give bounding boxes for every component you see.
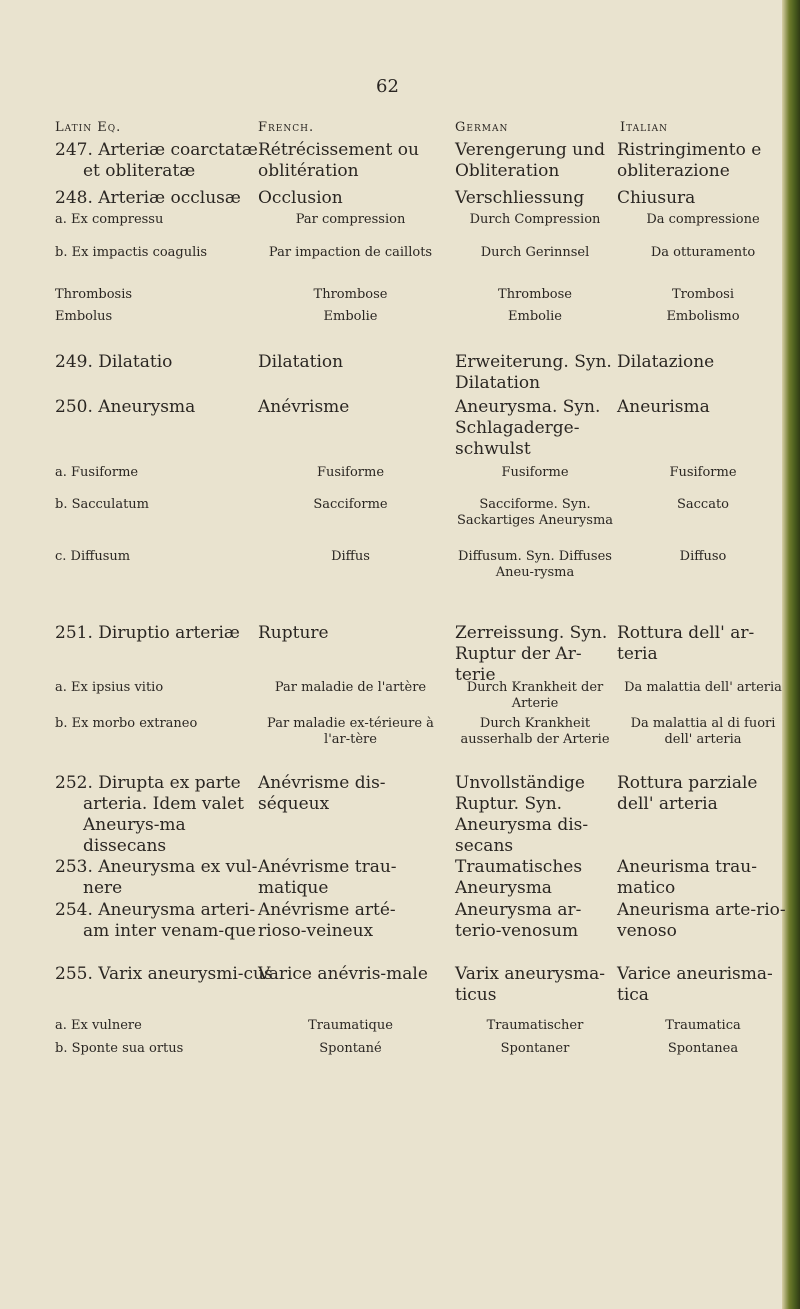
french-term: Embolie [323,309,378,324]
french-term: Anévrisme arté-rioso-veineux [258,900,396,941]
italian-term: Diffuso [679,549,727,564]
italian-term: Da malattia dell' arteria [624,680,782,695]
german-term: Fusiforme [501,465,569,480]
latin-term: 254. Aneurysma arteri-am inter venam-que [55,900,256,941]
french-term: Anévrisme trau-matique [258,857,397,898]
french-term: Spontané [319,1041,382,1056]
italian-term: Trombosi [671,287,735,302]
italian-term: Traumatica [665,1018,741,1033]
italian-term: Fusiforme [669,465,737,480]
latin-term: Thrombosis [55,287,133,302]
latin-term: a. Ex ipsius vitio [55,680,164,695]
french-term: Par maladie ex-térieure à l'ar-tère [267,716,434,747]
italian-term: Rottura parziale dell' arteria [617,773,758,814]
italian-term: Saccato [676,497,730,512]
german-term: Durch Gerinnsel [480,245,590,260]
german-term: Verengerung und Obliteration [455,140,605,181]
italian-term: Aneurisma arte-rio-venoso [617,900,786,941]
italian-term: Ristringimento e obliterazione [617,140,762,181]
german-term: Sacciforme. Syn. Sackartiges Aneurysma [456,497,614,528]
latin-term: a. Fusiforme [55,465,139,480]
header-german: German [455,120,509,135]
french-term: Par compression [295,212,406,227]
german-term: Aneurysma. Syn. Schlagaderge-schwulst [455,397,601,459]
german-term: Verschliessung [455,188,585,208]
italian-term: Varice aneurisma-tica [617,964,773,1005]
italian-term: Chiusura [617,188,696,208]
latin-term: 251. Diruptio arteriæ [55,623,240,643]
french-term: Par maladie de l'artère [274,680,427,695]
german-term: Thrombose [498,287,572,302]
italian-term: Aneurisma [617,397,710,417]
italian-term: Da malattia al di fuori dell' arteria [630,716,776,747]
german-term: Erweiterung. Syn. Dilatation [455,352,612,393]
french-term: Rupture [258,623,329,643]
italian-term: Da compressione [646,212,760,227]
italian-term: Embolismo [666,309,740,324]
german-term: Aneurysma ar-terio-venosum [455,900,582,941]
french-term: Varice anévris-male [258,964,428,984]
page-number: 62 [376,76,399,97]
latin-term: 247. Arteriæ coarctatæ et obliteratæ [55,140,258,181]
french-term: Thrombose [313,287,388,302]
latin-term: Embolus [55,309,113,324]
latin-term: 252. Dirupta ex parte arteria. Idem valet Aneurys-ma dissecans [55,773,244,856]
italian-term: Da otturamento [650,245,756,260]
latin-term: b. Ex impactis coagulis [55,245,208,260]
french-term: Occlusion [258,188,343,208]
header-french: French. [258,120,315,135]
french-term: Traumatique [308,1018,393,1033]
french-term: Anévrisme [258,397,350,417]
latin-term: b. Sacculatum [55,497,150,512]
german-term: Durch Compression [469,212,601,227]
german-term: Varix aneurysma-ticus [455,964,605,1005]
latin-term: 249. Dilatatio [55,352,173,372]
italian-term: Spontanea [667,1041,739,1056]
french-term: Sacciforme [313,497,388,512]
latin-term: b. Ex morbo extraneo [55,716,198,731]
latin-term: a. Ex compressu [55,212,164,227]
german-term: Traumatisches Aneurysma [455,857,583,898]
latin-term: 250. Aneurysma [55,397,196,417]
german-term: Diffusum. Syn. Diffuses Aneu-rysma [458,549,612,580]
french-term: Anévrisme dis-séqueux [258,773,386,814]
header-italian: Italian [620,120,669,135]
french-term: Rétrécissement ou oblitération [258,140,419,181]
latin-term: 255. Varix aneurysmi-cus [55,964,273,984]
german-term: Unvollständige Ruptur. Syn. Aneurysma dis-secans [455,773,589,856]
french-term: Dilatation [258,352,344,372]
german-term: Zerreissung. Syn. Ruptur der Ar-terie [455,623,608,685]
latin-term: c. Diffusum [55,549,131,564]
latin-term: 253. Aneurysma ex vul-nere [55,857,258,898]
italian-term: Rottura dell' ar-teria [617,623,755,664]
italian-term: Dilatazione [617,352,715,372]
header-latin: Latin Eq. [55,120,122,135]
french-term: Fusiforme [316,465,385,480]
german-term: Embolie [508,309,562,324]
german-term: Durch Krankheit ausserhalb der Arterie [460,716,610,747]
latin-term: b. Sponte sua ortus [55,1041,184,1056]
german-term: Traumatischer [486,1018,584,1033]
french-term: Diffus [331,549,370,564]
german-term: Durch Krankheit der Arterie [466,680,604,711]
german-term: Spontaner [500,1041,570,1056]
italian-term: Aneurisma trau-matico [617,857,757,898]
french-term: Par impaction de caillots [268,245,433,260]
latin-term: 248. Arteriæ occlusæ [55,188,241,208]
latin-term: a. Ex vulnere [55,1018,142,1033]
